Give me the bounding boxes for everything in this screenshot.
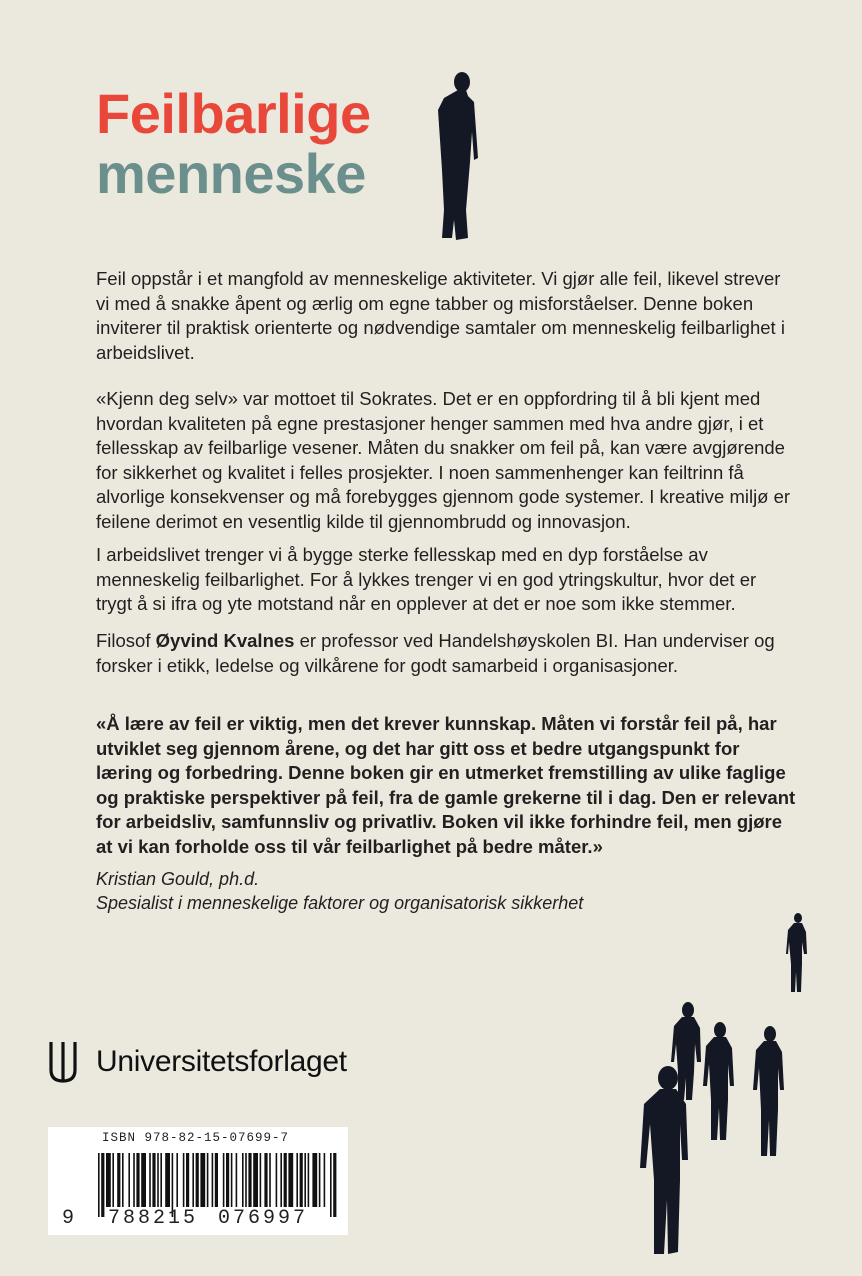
endorsement-quote: «Å lære av feil er viktig, men det krever kunnskap. Måten vi forstår feil på, har utviklet seg gjennom årene, og det har gitt oss et bedre utgangspunkt for læring og forbedring. Denne boken gir en utmerket fremstilling av ulike faglige og praktiske perspektiver på feil, fra de gamle grekerne til i dag. Den er relevant for arbeidsliv, samfunnsliv og privatliv. Boken vil ikke forhindre feil, men gjøre at vi kan forholde oss til vår feilbarlighet på bedre måter.» xyxy=(96,713,796,857)
description-paragraph-3: I arbeidslivet trenger vi å bygge sterke fellesskap med en dyp forståelse av menneskelig feilbarlighet. For å lykkes trenger vi en god ytringskultur, hvor det er trygt å si ifra og yte motstand når en opplever at det er noe som ikke stemmer. xyxy=(96,544,757,614)
publisher-block xyxy=(48,1040,347,1084)
author-bio-lead: Filosof xyxy=(96,630,156,651)
barcode-digits-left: 788215 xyxy=(108,1207,199,1230)
isbn-label: ISBN 978-82-15-07699-7 xyxy=(102,1131,290,1145)
group-silhouette-icon xyxy=(630,1000,790,1260)
quote-author-title: Spesialist i menneskelige faktorer og organisatorisk sikkerhet xyxy=(96,893,584,913)
author-name: Øyvind Kvalnes xyxy=(155,630,295,651)
isbn-barcode xyxy=(48,1127,348,1235)
barcode-digit-first: 9 xyxy=(62,1207,75,1230)
description-paragraph-1: Feil oppstår i et mangfold av menneskelige aktiviteter. Vi gjør alle feil, likevel strever vi med å snakke åpent og ærlig om egne tabber og misforståelser. Denne boken inviterer til praktisk orienterte og nødvendige samtaler om menneskelig feilbarlighet i arbeidslivet. xyxy=(96,268,785,363)
title-line-1: Feilbarlige xyxy=(96,82,371,145)
universitetsforlaget-logo-icon xyxy=(48,1040,78,1084)
quote-author: Kristian Gould, ph.d. xyxy=(96,869,260,889)
quote-attribution xyxy=(96,867,583,915)
small-man-silhouette-icon xyxy=(786,912,808,994)
title-line-2: menneske xyxy=(96,142,366,205)
author-bio xyxy=(96,629,796,678)
barcode-digits-right: 076997 xyxy=(218,1207,309,1230)
man-silhouette-icon xyxy=(430,70,482,245)
author-bio-rest: er professor ved Handelshøyskolen BI. Han underviser og forsker i etikk, ledelse og vilkårene for godt samarbeid i organisasjoner. xyxy=(96,630,775,676)
description-paragraph-2: «Kjenn deg selv» var mottoet til Sokrates. Det er en oppfordring til å bli kjent med hvordan kvaliteten på egne prestasjoner henger sammen med hva andre gjør, i et fellesskap av feilbarlige vesener. Måten du snakker om feil på, kan være avgjørende for sikkerhet og kvalitet i felles prosjekter. I noen sammenhenger kan feiltrinn få alvorlige konsekvenser og må forebygges gjennom gode systemer. I kreative miljø er feilene derimot en vesentlig kilde til gjennombrudd og innovasjon. xyxy=(96,388,791,532)
publisher-name: Universitetsforlaget xyxy=(96,1045,347,1078)
